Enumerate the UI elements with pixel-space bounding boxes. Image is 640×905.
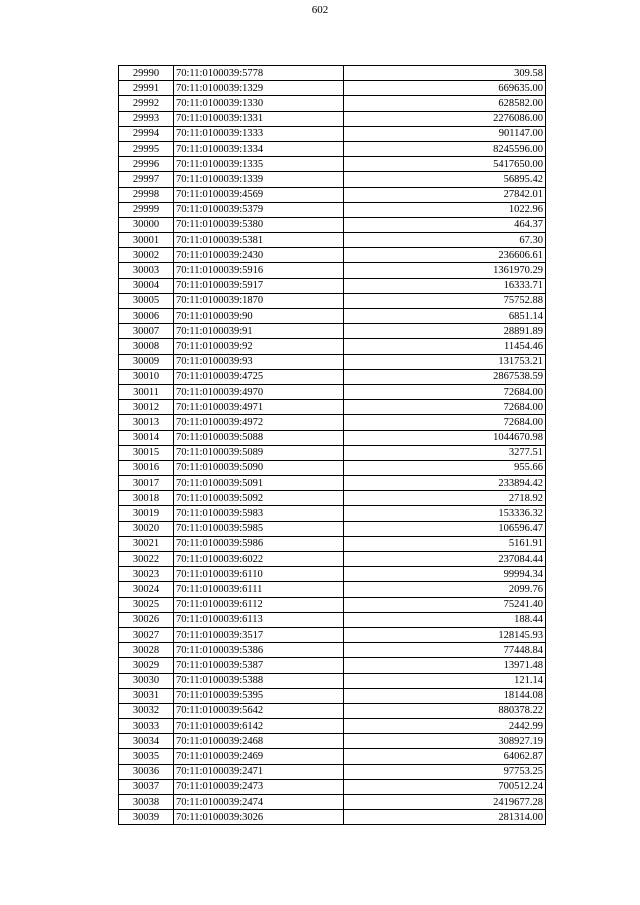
row-number-cell: 30022: [119, 552, 174, 567]
table-row: [119, 795, 546, 810]
table-row: [119, 278, 546, 293]
row-number-cell: 30037: [119, 779, 174, 794]
value-cell: 2099.76: [344, 582, 546, 597]
row-number-cell: 30007: [119, 324, 174, 339]
row-number-cell: 30017: [119, 476, 174, 491]
row-number-cell: 29998: [119, 187, 174, 202]
value-cell: 700512.24: [344, 779, 546, 794]
cadastral-number-cell: 70:11:0100039:1339: [174, 172, 344, 187]
row-number-cell: 30014: [119, 430, 174, 445]
cadastral-number-cell: 70:11:0100039:6142: [174, 719, 344, 734]
value-cell: 11454.46: [344, 339, 546, 354]
cadastral-number-cell: 70:11:0100039:6110: [174, 567, 344, 582]
row-number-cell: 30021: [119, 536, 174, 551]
value-cell: 309.58: [344, 66, 546, 81]
row-number-cell: 29994: [119, 126, 174, 141]
row-number-cell: 30023: [119, 567, 174, 582]
value-cell: 1044670.98: [344, 430, 546, 445]
row-number-cell: 29995: [119, 141, 174, 156]
value-cell: 237084.44: [344, 552, 546, 567]
row-number-cell: 30035: [119, 749, 174, 764]
cadastral-number-cell: 70:11:0100039:5388: [174, 673, 344, 688]
table-row: [119, 810, 546, 825]
row-number-cell: 30029: [119, 658, 174, 673]
cadastral-number-cell: 70:11:0100039:4970: [174, 384, 344, 399]
table-row: [119, 719, 546, 734]
value-cell: 75752.88: [344, 293, 546, 308]
row-number-cell: 30008: [119, 339, 174, 354]
cadastral-number-cell: 70:11:0100039:5917: [174, 278, 344, 293]
table-row: [119, 126, 546, 141]
value-cell: 64062.87: [344, 749, 546, 764]
cadastral-number-cell: 70:11:0100039:5088: [174, 430, 344, 445]
table-row: [119, 384, 546, 399]
table-row: [119, 673, 546, 688]
row-number-cell: 30002: [119, 248, 174, 263]
value-cell: 1022.96: [344, 202, 546, 217]
row-number-cell: 29990: [119, 66, 174, 81]
value-cell: 77448.84: [344, 643, 546, 658]
cadastral-number-cell: 70:11:0100039:1331: [174, 111, 344, 126]
table-row: [119, 157, 546, 172]
cadastral-number-cell: 70:11:0100039:3026: [174, 810, 344, 825]
value-cell: 13971.48: [344, 658, 546, 673]
table-row: [119, 324, 546, 339]
table-row: [119, 764, 546, 779]
cadastral-number-cell: 70:11:0100039:92: [174, 339, 344, 354]
row-number-cell: 30031: [119, 688, 174, 703]
cadastral-number-cell: 70:11:0100039:90: [174, 309, 344, 324]
row-number-cell: 30011: [119, 384, 174, 399]
row-number-cell: 29999: [119, 202, 174, 217]
value-cell: 67.30: [344, 233, 546, 248]
value-cell: 1361970.29: [344, 263, 546, 278]
value-cell: 99994.34: [344, 567, 546, 582]
cadastral-number-cell: 70:11:0100039:91: [174, 324, 344, 339]
value-cell: 5417650.00: [344, 157, 546, 172]
row-number-cell: 30010: [119, 369, 174, 384]
value-cell: 72684.00: [344, 400, 546, 415]
value-cell: 72684.00: [344, 384, 546, 399]
row-number-cell: 30018: [119, 491, 174, 506]
cadastral-number-cell: 70:11:0100039:6111: [174, 582, 344, 597]
value-cell: 27842.01: [344, 187, 546, 202]
row-number-cell: 30003: [119, 263, 174, 278]
value-cell: 3277.51: [344, 445, 546, 460]
table-row: [119, 749, 546, 764]
cadastral-number-cell: 70:11:0100039:5985: [174, 521, 344, 536]
table-row: [119, 703, 546, 718]
row-number-cell: 30013: [119, 415, 174, 430]
table-row: [119, 217, 546, 232]
value-cell: 2419677.28: [344, 795, 546, 810]
table-row: [119, 658, 546, 673]
row-number-cell: 30028: [119, 643, 174, 658]
table-row: [119, 141, 546, 156]
row-number-cell: 30030: [119, 673, 174, 688]
table-row: [119, 309, 546, 324]
cadastral-number-cell: 70:11:0100039:2473: [174, 779, 344, 794]
table-row: [119, 476, 546, 491]
cadastral-number-cell: 70:11:0100039:1333: [174, 126, 344, 141]
value-cell: 106596.47: [344, 521, 546, 536]
value-cell: 236606.61: [344, 248, 546, 263]
row-number-cell: 30025: [119, 597, 174, 612]
cadastral-number-cell: 70:11:0100039:5387: [174, 658, 344, 673]
value-cell: 18144.08: [344, 688, 546, 703]
value-cell: 5161.91: [344, 536, 546, 551]
table-row: [119, 111, 546, 126]
cadastral-number-cell: 70:11:0100039:1335: [174, 157, 344, 172]
value-cell: 2276086.00: [344, 111, 546, 126]
value-cell: 308927.19: [344, 734, 546, 749]
value-cell: 6851.14: [344, 309, 546, 324]
value-cell: 669635.00: [344, 81, 546, 96]
value-cell: 97753.25: [344, 764, 546, 779]
row-number-cell: 29991: [119, 81, 174, 96]
value-cell: 2867538.59: [344, 369, 546, 384]
table-row: [119, 202, 546, 217]
table-row: [119, 415, 546, 430]
cadastral-number-cell: 70:11:0100039:5381: [174, 233, 344, 248]
cadastral-number-cell: 70:11:0100039:5091: [174, 476, 344, 491]
table-row: [119, 248, 546, 263]
cadastral-number-cell: 70:11:0100039:1334: [174, 141, 344, 156]
table-body: [119, 66, 546, 825]
cadastral-number-cell: 70:11:0100039:5983: [174, 506, 344, 521]
cadastral-number-cell: 70:11:0100039:4569: [174, 187, 344, 202]
cadastral-number-cell: 70:11:0100039:3517: [174, 627, 344, 642]
cadastral-number-cell: 70:11:0100039:93: [174, 354, 344, 369]
cadastral-number-cell: 70:11:0100039:5380: [174, 217, 344, 232]
page-number: 602: [311, 4, 329, 16]
value-cell: 2718.92: [344, 491, 546, 506]
row-number-cell: 29997: [119, 172, 174, 187]
value-cell: 464.37: [344, 217, 546, 232]
table-row: [119, 521, 546, 536]
value-cell: 233894.42: [344, 476, 546, 491]
cadastral-number-cell: 70:11:0100039:5386: [174, 643, 344, 658]
row-number-cell: 30034: [119, 734, 174, 749]
row-number-cell: 30027: [119, 627, 174, 642]
row-number-cell: 30015: [119, 445, 174, 460]
row-number-cell: 29992: [119, 96, 174, 111]
cadastral-number-cell: 70:11:0100039:5642: [174, 703, 344, 718]
table-row: [119, 96, 546, 111]
table-row: [119, 688, 546, 703]
row-number-cell: 30026: [119, 612, 174, 627]
value-cell: 880378.22: [344, 703, 546, 718]
table-row: [119, 612, 546, 627]
cadastral-number-cell: 70:11:0100039:6112: [174, 597, 344, 612]
table-row: [119, 187, 546, 202]
table-row: [119, 400, 546, 415]
value-cell: 16333.71: [344, 278, 546, 293]
value-cell: 131753.21: [344, 354, 546, 369]
cadastral-number-cell: 70:11:0100039:5916: [174, 263, 344, 278]
table-row: [119, 460, 546, 475]
cadastral-number-cell: 70:11:0100039:5778: [174, 66, 344, 81]
table-row: [119, 491, 546, 506]
row-number-cell: 30019: [119, 506, 174, 521]
table-row: [119, 582, 546, 597]
table-row: [119, 339, 546, 354]
value-cell: 153336.32: [344, 506, 546, 521]
row-number-cell: 30000: [119, 217, 174, 232]
cadastral-number-cell: 70:11:0100039:5090: [174, 460, 344, 475]
table-row: [119, 552, 546, 567]
row-number-cell: 30024: [119, 582, 174, 597]
value-cell: 72684.00: [344, 415, 546, 430]
cadastral-number-cell: 70:11:0100039:5379: [174, 202, 344, 217]
cadastral-table: [118, 65, 546, 825]
value-cell: 28891.89: [344, 324, 546, 339]
row-number-cell: 30016: [119, 460, 174, 475]
row-number-cell: 30006: [119, 309, 174, 324]
table-row: [119, 536, 546, 551]
row-number-cell: 30032: [119, 703, 174, 718]
value-cell: 128145.93: [344, 627, 546, 642]
value-cell: 8245596.00: [344, 141, 546, 156]
value-cell: 75241.40: [344, 597, 546, 612]
cadastral-number-cell: 70:11:0100039:2468: [174, 734, 344, 749]
table-row: [119, 263, 546, 278]
cadastral-number-cell: 70:11:0100039:6113: [174, 612, 344, 627]
table-row: [119, 567, 546, 582]
table-row: [119, 172, 546, 187]
table-row: [119, 293, 546, 308]
cadastral-number-cell: 70:11:0100039:1870: [174, 293, 344, 308]
row-number-cell: 29993: [119, 111, 174, 126]
cadastral-number-cell: 70:11:0100039:1330: [174, 96, 344, 111]
table-row: [119, 627, 546, 642]
row-number-cell: 30038: [119, 795, 174, 810]
cadastral-number-cell: 70:11:0100039:2474: [174, 795, 344, 810]
cadastral-number-cell: 70:11:0100039:5986: [174, 536, 344, 551]
table-row: [119, 430, 546, 445]
cadastral-number-cell: 70:11:0100039:4971: [174, 400, 344, 415]
table-row: [119, 445, 546, 460]
row-number-cell: 30039: [119, 810, 174, 825]
row-number-cell: 30033: [119, 719, 174, 734]
cadastral-number-cell: 70:11:0100039:2469: [174, 749, 344, 764]
cadastral-number-cell: 70:11:0100039:4972: [174, 415, 344, 430]
cadastral-number-cell: 70:11:0100039:5089: [174, 445, 344, 460]
row-number-cell: 30004: [119, 278, 174, 293]
value-cell: 628582.00: [344, 96, 546, 111]
row-number-cell: 30012: [119, 400, 174, 415]
table-row: [119, 66, 546, 81]
cadastral-number-cell: 70:11:0100039:2471: [174, 764, 344, 779]
row-number-cell: 30009: [119, 354, 174, 369]
table-row: [119, 506, 546, 521]
value-cell: 121.14: [344, 673, 546, 688]
value-cell: 188.44: [344, 612, 546, 627]
cadastral-number-cell: 70:11:0100039:2430: [174, 248, 344, 263]
row-number-cell: 30036: [119, 764, 174, 779]
cadastral-number-cell: 70:11:0100039:5092: [174, 491, 344, 506]
value-cell: 56895.42: [344, 172, 546, 187]
table-row: [119, 369, 546, 384]
table-row: [119, 81, 546, 96]
cadastral-number-cell: 70:11:0100039:6022: [174, 552, 344, 567]
value-cell: 901147.00: [344, 126, 546, 141]
table-row: [119, 643, 546, 658]
cadastral-number-cell: 70:11:0100039:4725: [174, 369, 344, 384]
value-cell: 281314.00: [344, 810, 546, 825]
row-number-cell: 30001: [119, 233, 174, 248]
table-row: [119, 597, 546, 612]
row-number-cell: 29996: [119, 157, 174, 172]
row-number-cell: 30005: [119, 293, 174, 308]
table-row: [119, 233, 546, 248]
value-cell: 2442.99: [344, 719, 546, 734]
cadastral-number-cell: 70:11:0100039:1329: [174, 81, 344, 96]
row-number-cell: 30020: [119, 521, 174, 536]
value-cell: 955.66: [344, 460, 546, 475]
table-row: [119, 779, 546, 794]
cadastral-number-cell: 70:11:0100039:5395: [174, 688, 344, 703]
table-row: [119, 354, 546, 369]
table-row: [119, 734, 546, 749]
